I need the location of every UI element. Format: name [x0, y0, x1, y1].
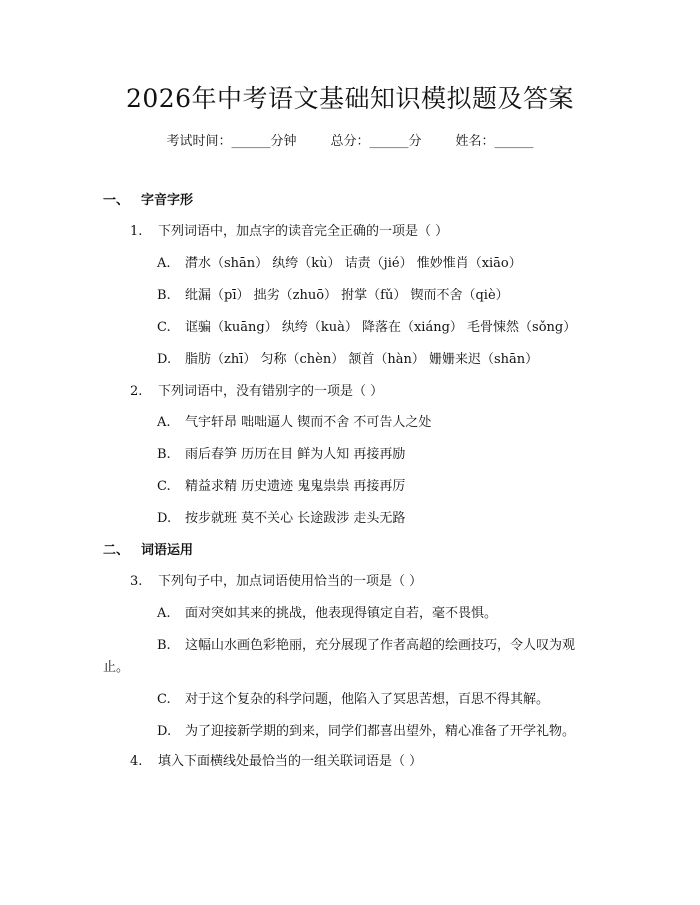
time-unit: 分钟: [270, 134, 297, 149]
option: [157, 413, 700, 433]
section-heading: [103, 191, 700, 211]
question: [130, 382, 700, 402]
option-letter: A.: [157, 415, 171, 430]
question-text: 填入下面横线处最恰当的一组关联词语是（ ）: [158, 754, 423, 769]
option-letter: C.: [157, 320, 171, 335]
section-number: 二、: [103, 543, 130, 558]
exam-info: [0, 132, 700, 152]
option: [157, 286, 700, 306]
option-text: 按步就班 莫不关心 长途跋涉 走头无路: [185, 511, 406, 526]
name-label: 姓名：: [455, 134, 495, 149]
option-text: 面对突如其来的挑战，他表现得镇定自若，毫不畏惧。: [185, 606, 498, 621]
option: [157, 350, 700, 370]
section-title: 字音字形: [141, 193, 194, 208]
option-letter: D.: [157, 352, 172, 367]
option-text: 气宇轩昂 咄咄逼人 锲而不舍 不可告人之处: [185, 415, 432, 430]
score-unit: 分: [408, 134, 422, 149]
section-heading: [103, 541, 700, 561]
score-label: 总分：: [330, 134, 370, 149]
option: [157, 722, 700, 742]
time-label: 考试时间：: [166, 134, 232, 149]
option: [157, 477, 700, 497]
score-blank: ______: [369, 134, 409, 149]
time-blank: ______: [231, 134, 271, 149]
question-text: 下列句子中，加点词语使用恰当的一项是（ ）: [158, 574, 423, 589]
name-blank: ______: [494, 134, 534, 149]
option-text: 对于这个复杂的科学问题，他陷入了冥思苦想，百思不得其解。: [185, 692, 550, 707]
option: [157, 509, 700, 529]
option-letter: B.: [157, 288, 171, 303]
question-number: 1.: [130, 224, 143, 239]
option-letter: C.: [157, 692, 171, 707]
option-text: 纰漏（pī） 拙劣（zhuō） 拊掌（fǔ） 锲而不舍（qiè）: [185, 288, 509, 303]
option-text: 脂肪（zhī） 匀称（chèn） 颔首（hàn） 姗姗来迟（shān）: [185, 352, 539, 367]
option-text: 雨后春笋 历历在目 鲜为人知 再接再励: [185, 447, 406, 462]
option-letter: A.: [157, 256, 171, 271]
question: [130, 222, 700, 242]
option-text: 为了迎接新学期的到来，同学们都喜出望外，精心准备了开学礼物。: [185, 724, 576, 739]
option: [157, 445, 700, 465]
option-letter: B.: [157, 638, 171, 653]
option-letter: B.: [157, 447, 171, 462]
option-text: 精益求精 历史遗迹 鬼鬼祟祟 再接再厉: [185, 479, 406, 494]
section-title: 词语运用: [141, 543, 194, 558]
question-number: 2.: [130, 384, 143, 399]
option: [157, 604, 700, 624]
question: [130, 572, 700, 592]
option: [157, 690, 700, 710]
document-title: 2026年中考语文基础知识模拟题及答案: [125, 84, 575, 113]
option: [157, 318, 700, 338]
option: [157, 636, 700, 656]
option-text: 诓骗（kuāng） 纨绔（kuà） 降落在（xiáng） 毛骨悚然（sǒng）: [185, 320, 577, 335]
question-text: 下列词语中，没有错别字的一项是（ ）: [158, 384, 384, 399]
option-letter: D.: [157, 511, 172, 526]
option-letter: D.: [157, 724, 172, 739]
question: [130, 752, 700, 772]
question-number: 3.: [130, 574, 143, 589]
option-text: 这幅山水画色彩艳丽，充分展现了作者高超的绘画技巧，令人叹为观: [185, 638, 576, 653]
option-letter: A.: [157, 606, 171, 621]
question-text: 下列词语中，加点字的读音完全正确的一项是（ ）: [158, 224, 449, 239]
section-number: 一、: [103, 193, 130, 208]
option-text: 潸水（shān） 纨绔（kù） 诘责（jié） 惟妙惟肖（xiāo）: [185, 256, 522, 271]
option-continuation: 止。: [103, 660, 130, 675]
option-letter: C.: [157, 479, 171, 494]
question-number: 4.: [130, 754, 143, 769]
option: [157, 254, 700, 274]
